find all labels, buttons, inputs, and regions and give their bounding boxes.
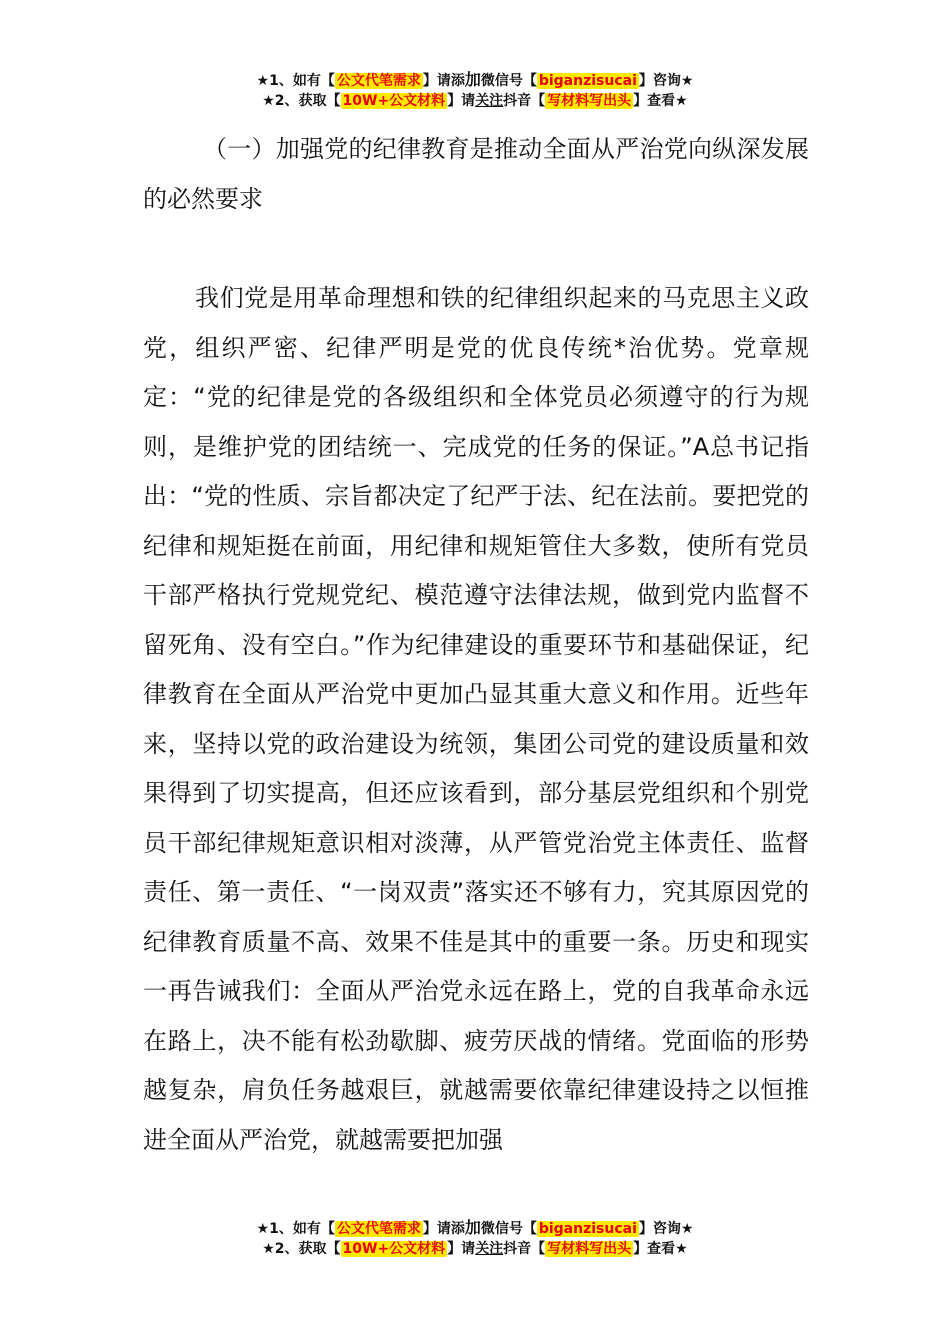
banner-text: 】咨询★	[638, 73, 694, 89]
banner-wechat-id: biganzisucai	[538, 1221, 637, 1237]
banner-text-emphasis: 加	[464, 70, 481, 89]
banner-text: ★2、获取【	[262, 93, 341, 109]
banner-douyin-account: 写材料写出头	[547, 93, 632, 109]
banner-text: 抖音【	[503, 93, 546, 109]
banner-text: ★2、获取【	[262, 1241, 341, 1257]
banner-wechat-id: biganzisucai	[538, 73, 637, 89]
banner-highlight: 10W+公文材料	[342, 1241, 446, 1257]
banner-text: 】请添	[422, 1221, 465, 1237]
header-banner-line-1	[0, 70, 950, 91]
header-banner	[0, 70, 950, 112]
banner-highlight: 10W+公文材料	[342, 93, 446, 109]
banner-text-underlined: 关注	[475, 1241, 504, 1257]
footer-banner-line-1	[0, 1218, 950, 1239]
document-body	[143, 125, 809, 1165]
footer-banner-line-2	[0, 1239, 950, 1260]
banner-text: 】请添	[422, 73, 465, 89]
banner-text: 】请	[447, 93, 476, 109]
banner-text: 】查看★	[633, 1241, 688, 1257]
banner-text-emphasis: 加	[464, 1218, 481, 1237]
banner-text: 】查看★	[633, 93, 688, 109]
banner-text: 】咨询★	[638, 1221, 694, 1237]
banner-text: ★1、如有【	[256, 73, 335, 89]
body-paragraph: 我们党是用革命理想和铁的纪律组织起来的马克思主义政党，组织严密、纪律严明是党的优良传统*治优势。党章规定：“党的纪律是党的各级组织和全体党员必须遵守的行为规则，是维护党的团结统一、完成党的任务的保证。”A总书记指出：“党的性质、宗旨都决定了纪严于法、纪在法前。要把党的纪律和规矩挺在前面，用纪律和规矩管住大多数，使所有党员干部严格执行党规党纪、模范遵守法律法规，做到党内监督不留死角、没有空白。”作为纪律建设的重要环节和基础保证，纪律教育在全面从严治党中更加凸显其重大意义和作用。近些年来，坚持以党的政治建设为统领，集团公司党的建设质量和效果得到了切实提高，但还应该看到，部分基层党组织和个别党员干部纪律规矩意识相对淡薄，从严管党治党主体责任、监督责任、第一责任、“一岗双责”落实还不够有力，究其原因党的纪律教育质量不高、效果不佳是其中的重要一条。历史和现实一再告诫我们：全面从严治党永远在路上，党的自我革命永远在路上，决不能有松劲歇脚、疲劳厌战的情绪。党面临的形势越复杂，肩负任务越艰巨，就越需要依靠纪律建设持之以恒推进全面从严治党，就越需要把加强	[143, 284, 809, 1154]
banner-douyin-account: 写材料写出头	[547, 1241, 632, 1257]
banner-text: 微信号【	[480, 73, 537, 89]
header-banner-line-2	[0, 91, 950, 112]
banner-text: 微信号【	[480, 1221, 537, 1237]
banner-highlight: 公文代笔需求	[336, 1221, 421, 1237]
banner-text: 】请	[447, 1241, 476, 1257]
banner-text-underlined: 关注	[475, 93, 504, 109]
banner-text: 抖音【	[503, 1241, 546, 1257]
banner-text: ★1、如有【	[256, 1221, 335, 1237]
banner-highlight: 公文代笔需求	[336, 73, 421, 89]
footer-banner	[0, 1218, 950, 1260]
section-heading: （一）加强党的纪律教育是推动全面从严治党向纵深发展的必然要求	[143, 135, 809, 213]
